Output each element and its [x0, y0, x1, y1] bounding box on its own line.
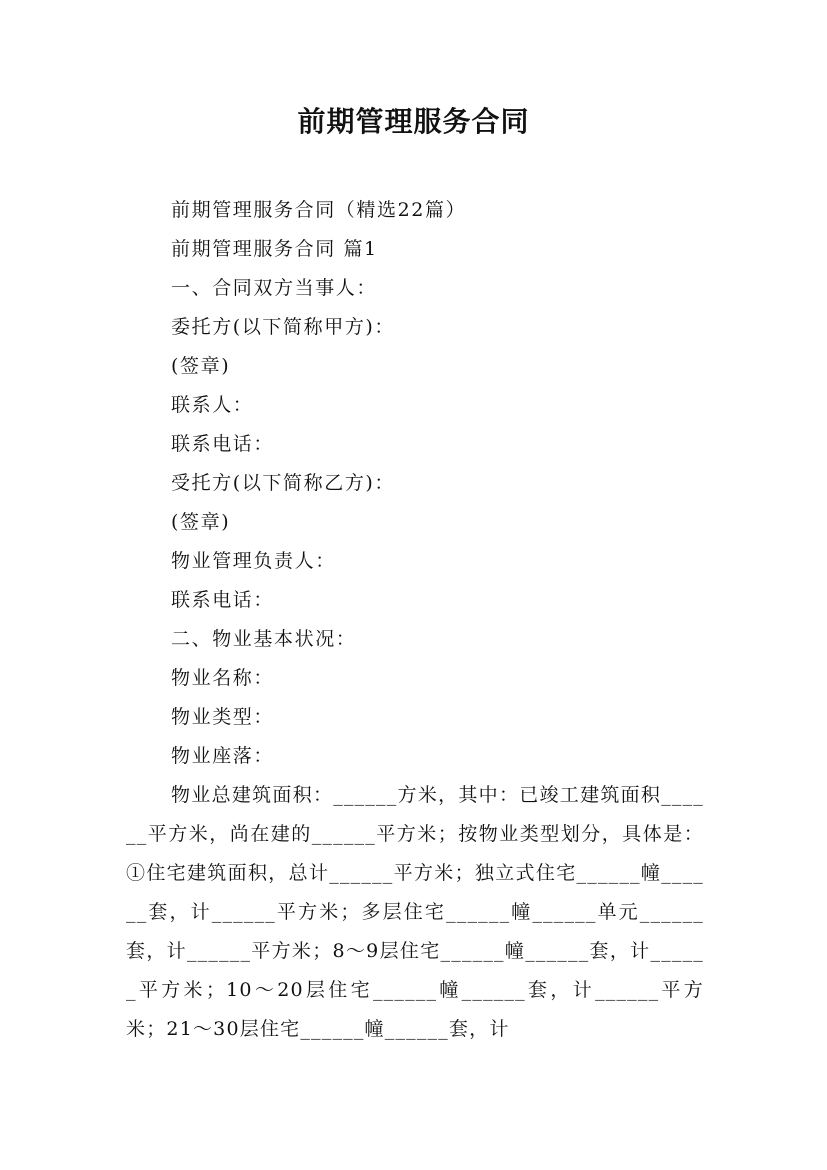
document-title: 前期管理服务合同 [297, 105, 530, 138]
text-line: 联系人： [171, 394, 254, 416]
text-line: 前期管理服务合同（精选22篇） [171, 199, 467, 221]
text-line: 受托方(以下简称乙方)： [171, 472, 396, 494]
text-line: 联系电话： [171, 589, 275, 611]
document-body [126, 191, 704, 1049]
text-line: 委托方(以下简称甲方)： [171, 316, 396, 338]
text-line: 联系电话： [171, 433, 275, 455]
text-line: 二、物业基本状况： [171, 628, 357, 650]
text-line: 物业座落： [171, 745, 275, 767]
text-line: 一、合同双方当事人： [171, 277, 378, 299]
text-line: 物业名称： [171, 667, 275, 689]
text-line: (签章) [171, 355, 231, 377]
text-line: 物业类型： [171, 706, 275, 728]
text-line: 前期管理服务合同 篇1 [171, 238, 378, 260]
text-line: (签章) [171, 511, 231, 533]
text-line: 物业管理负责人： [171, 550, 336, 572]
area-paragraph: 物业总建筑面积：______方米，其中：已竣工建筑面积______平方米，尚在建的______平方米；按物业类型划分，具体是：①住宅建筑面积，总计______平方米；独立式住宅______幢______套，计______平方米；多层住宅______幢______单元______套，计______平方米；8～9层住宅______幢______套，计______平方米；10～20层住宅______幢______套，计______平方米；21～30层住宅______幢______套，计 [126, 784, 704, 1040]
